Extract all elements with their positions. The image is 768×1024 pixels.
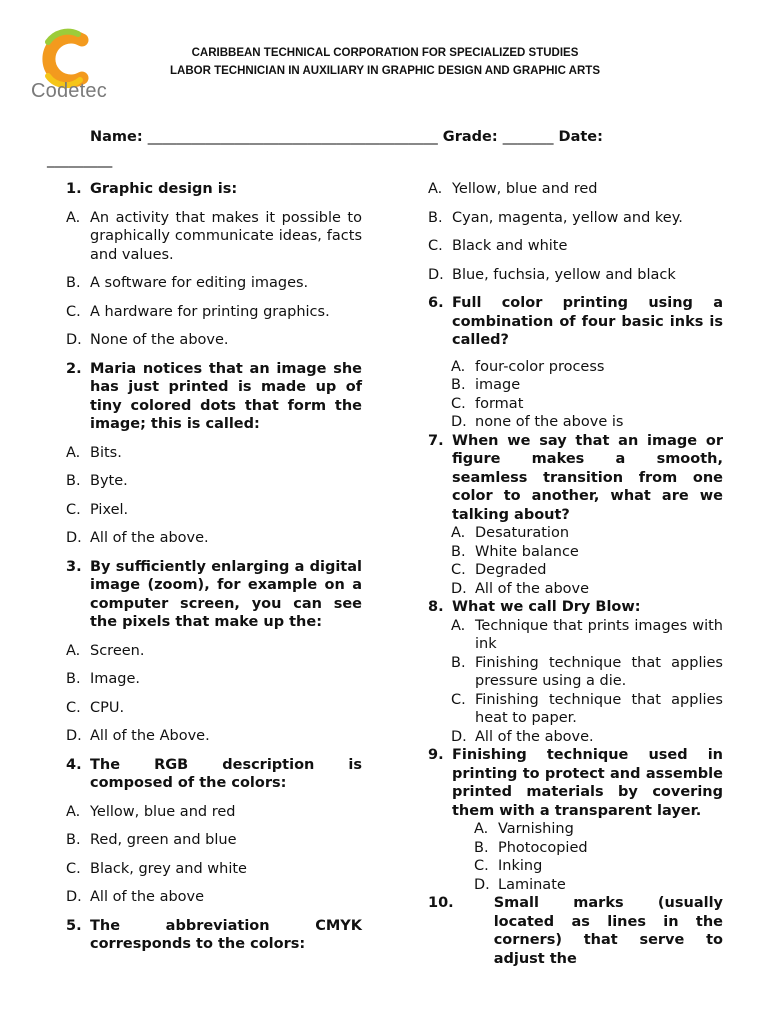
option-3c[interactable] [66,699,362,718]
item-label: C. [451,562,466,578]
item-label: A. [66,803,81,820]
item-label: B. [66,671,81,687]
item-label: A. [451,525,466,541]
question-5 [66,917,362,954]
item-label: B. [451,654,466,671]
option-7d[interactable] [451,580,723,599]
item-text: four-color process [475,358,605,375]
item-text: All of the above. [90,530,209,546]
item-label: A. [428,181,443,197]
name-label: Name: [90,129,143,145]
item-text: image [475,377,521,393]
item-text: Finishing technique that applies pressure using a die. [475,654,723,689]
item-text: Finishing technique used in printing to protect and assemble printed materials by covering them with a transparent layer. [452,747,723,819]
item-label: A. [474,821,489,837]
option-2a[interactable] [66,444,362,463]
item-text: Small marks (usually located as lines in the corners) that serve to adjust the [493,895,723,967]
item-label: B. [66,275,81,291]
item-text: Yellow, blue and red [90,803,236,820]
item-label: A. [66,444,81,461]
item-text: Finishing technique that applies heat to paper. [475,691,723,726]
item-text: format [475,395,524,412]
item-label: B. [66,832,81,848]
item-label: 2. [66,360,82,377]
option-9b[interactable] [474,839,723,858]
item-label: 9. [428,747,444,763]
option-1d[interactable] [66,331,362,350]
item-label: C. [451,691,466,708]
option-1b[interactable] [66,274,362,293]
item-label: B. [474,839,489,856]
item-text: A hardware for printing graphics. [90,303,330,320]
option-5b[interactable] [428,209,723,228]
item-text: Blue, fuchsia, yellow and black [452,266,676,283]
option-2d[interactable] [66,529,362,548]
item-text: CPU. [90,699,125,716]
question-9 [428,746,723,820]
grade-label: Grade: [442,129,498,145]
item-text: Maria notices that an image she has just printed is made up of tiny colored dots that form the image; this is called: [90,360,362,432]
item-text: Inking [498,858,543,874]
right-column [428,180,723,968]
item-text: Byte. [90,473,128,489]
item-text: An activity that makes it possible to graphically communicate ideas, facts and values. [90,209,362,263]
name-field[interactable]: ________________________________________ [147,129,438,145]
left-column [66,180,362,954]
item-text: The RGB description is composed of the colors: [90,756,362,791]
item-label: A. [66,209,81,226]
item-label: C. [66,303,81,320]
item-label: D. [428,266,444,283]
item-label: 4. [66,756,82,773]
option-6c[interactable] [451,395,723,414]
item-label: D. [451,580,467,597]
item-text: What we call Dry Blow: [452,599,641,615]
item-label: 10. [428,895,454,911]
option-9d[interactable] [474,876,723,895]
institution-title: CARIBBEAN TECHNICAL CORPORATION FOR SPECIALIZED STUDIES [191,47,579,59]
item-text: none of the above is [475,414,624,430]
question-6 [428,294,723,350]
item-text: By sufficiently enlarging a digital image (zoom), for example on a computer screen, you can see the pixels that make up the: [90,558,362,630]
option-5c[interactable] [428,237,723,256]
option-list [428,617,723,747]
item-label: B. [428,209,443,226]
item-label: 3. [66,558,82,575]
option-9a[interactable] [474,820,723,839]
item-label: B. [451,377,466,393]
option-6b[interactable] [451,376,723,395]
item-text: Full color printing using a combination of four basic inks is called? [452,295,723,348]
item-text: All of the above [475,580,590,597]
question-2 [66,360,362,434]
item-label: 7. [428,432,444,449]
item-label: D. [474,876,490,893]
item-label: A. [451,617,466,634]
option-7b[interactable] [451,543,723,562]
item-text: Image. [90,671,141,687]
item-text: Black and white [452,238,568,254]
item-text: Bits. [90,444,122,461]
option-6d[interactable] [451,413,723,432]
item-text: Yellow, blue and red [452,181,598,197]
item-label: C. [66,860,81,877]
item-label: C. [66,699,81,716]
item-text: Black, grey and white [90,860,247,877]
option-list [428,820,723,894]
item-text: Photocopied [498,839,588,856]
option-4b[interactable] [66,831,362,850]
item-text: White balance [475,543,579,560]
option-list [428,358,723,432]
course-title: LABOR TECHNICIAN IN AUXILIARY IN GRAPHIC DESIGN AND GRAPHIC ARTS [170,65,600,77]
question-7 [428,432,723,525]
question-1 [66,180,362,199]
option-3b[interactable] [66,670,362,689]
option-list [428,524,723,598]
item-text: Cyan, magenta, yellow and key. [452,209,683,226]
item-label: D. [451,414,467,430]
student-info-line [90,129,603,145]
option-1c[interactable] [66,303,362,322]
item-text: Pixel. [90,501,129,518]
option-2b[interactable] [66,472,362,491]
item-label: D. [66,332,82,348]
item-text: Screen. [90,642,145,659]
option-7c[interactable] [451,561,723,580]
date-label: Date: [558,129,603,145]
option-5a[interactable] [428,180,723,199]
option-2c[interactable] [66,501,362,520]
item-label: C. [66,501,81,518]
question-10 [428,894,723,968]
item-label: 5. [66,917,82,934]
item-text: Graphic design is: [90,181,238,197]
question-4 [66,756,362,793]
item-text: All of the Above. [90,728,210,744]
question-3 [66,558,362,632]
date-line [47,152,112,168]
item-text: All of the above [90,889,205,905]
item-text: Red, green and blue [90,832,237,848]
item-label: D. [66,530,82,546]
item-label: D. [66,889,82,905]
option-8a[interactable] [451,617,723,654]
option-7a[interactable] [451,524,723,543]
logo-text: Codetec [31,80,107,102]
item-text: Desaturation [475,525,570,541]
option-3d[interactable] [66,727,362,746]
option-1a[interactable] [66,209,362,265]
item-text: Degraded [475,562,547,578]
item-label: B. [451,543,466,560]
option-8b[interactable] [451,654,723,691]
item-text: The abbreviation CMYK corresponds to the colors: [90,917,362,952]
item-label: A. [66,642,81,659]
item-label: 1. [66,181,82,197]
item-text: None of the above. [90,332,229,348]
item-text: Technique that prints images with ink [475,617,723,652]
item-label: D. [66,728,82,744]
option-4a[interactable] [66,803,362,822]
item-label: A. [451,358,466,375]
grade-field[interactable]: _______ [502,129,554,145]
item-text: Varnishing [498,821,574,837]
item-text: When we say that an image or figure makes a smooth, seamless transition from one color to another, what are we talking about? [452,432,723,523]
item-label: D. [451,728,467,745]
item-text: Laminate [498,876,566,893]
option-4d[interactable] [66,888,362,907]
option-9c[interactable] [474,857,723,876]
option-8d[interactable] [451,728,723,747]
item-text: A software for editing images. [90,275,309,291]
option-6a[interactable] [451,358,723,377]
option-5d[interactable] [428,266,723,285]
item-label: C. [474,858,489,874]
item-label: C. [451,395,466,412]
item-label: B. [66,473,81,489]
question-8 [428,598,723,617]
item-label: C. [428,238,443,254]
option-4c[interactable] [66,860,362,879]
item-label: 8. [428,599,444,615]
item-text: All of the above. [475,728,594,745]
item-label: 6. [428,295,444,311]
date-field[interactable]: _________ [47,152,113,168]
option-3a[interactable] [66,642,362,661]
option-8c[interactable] [451,691,723,728]
